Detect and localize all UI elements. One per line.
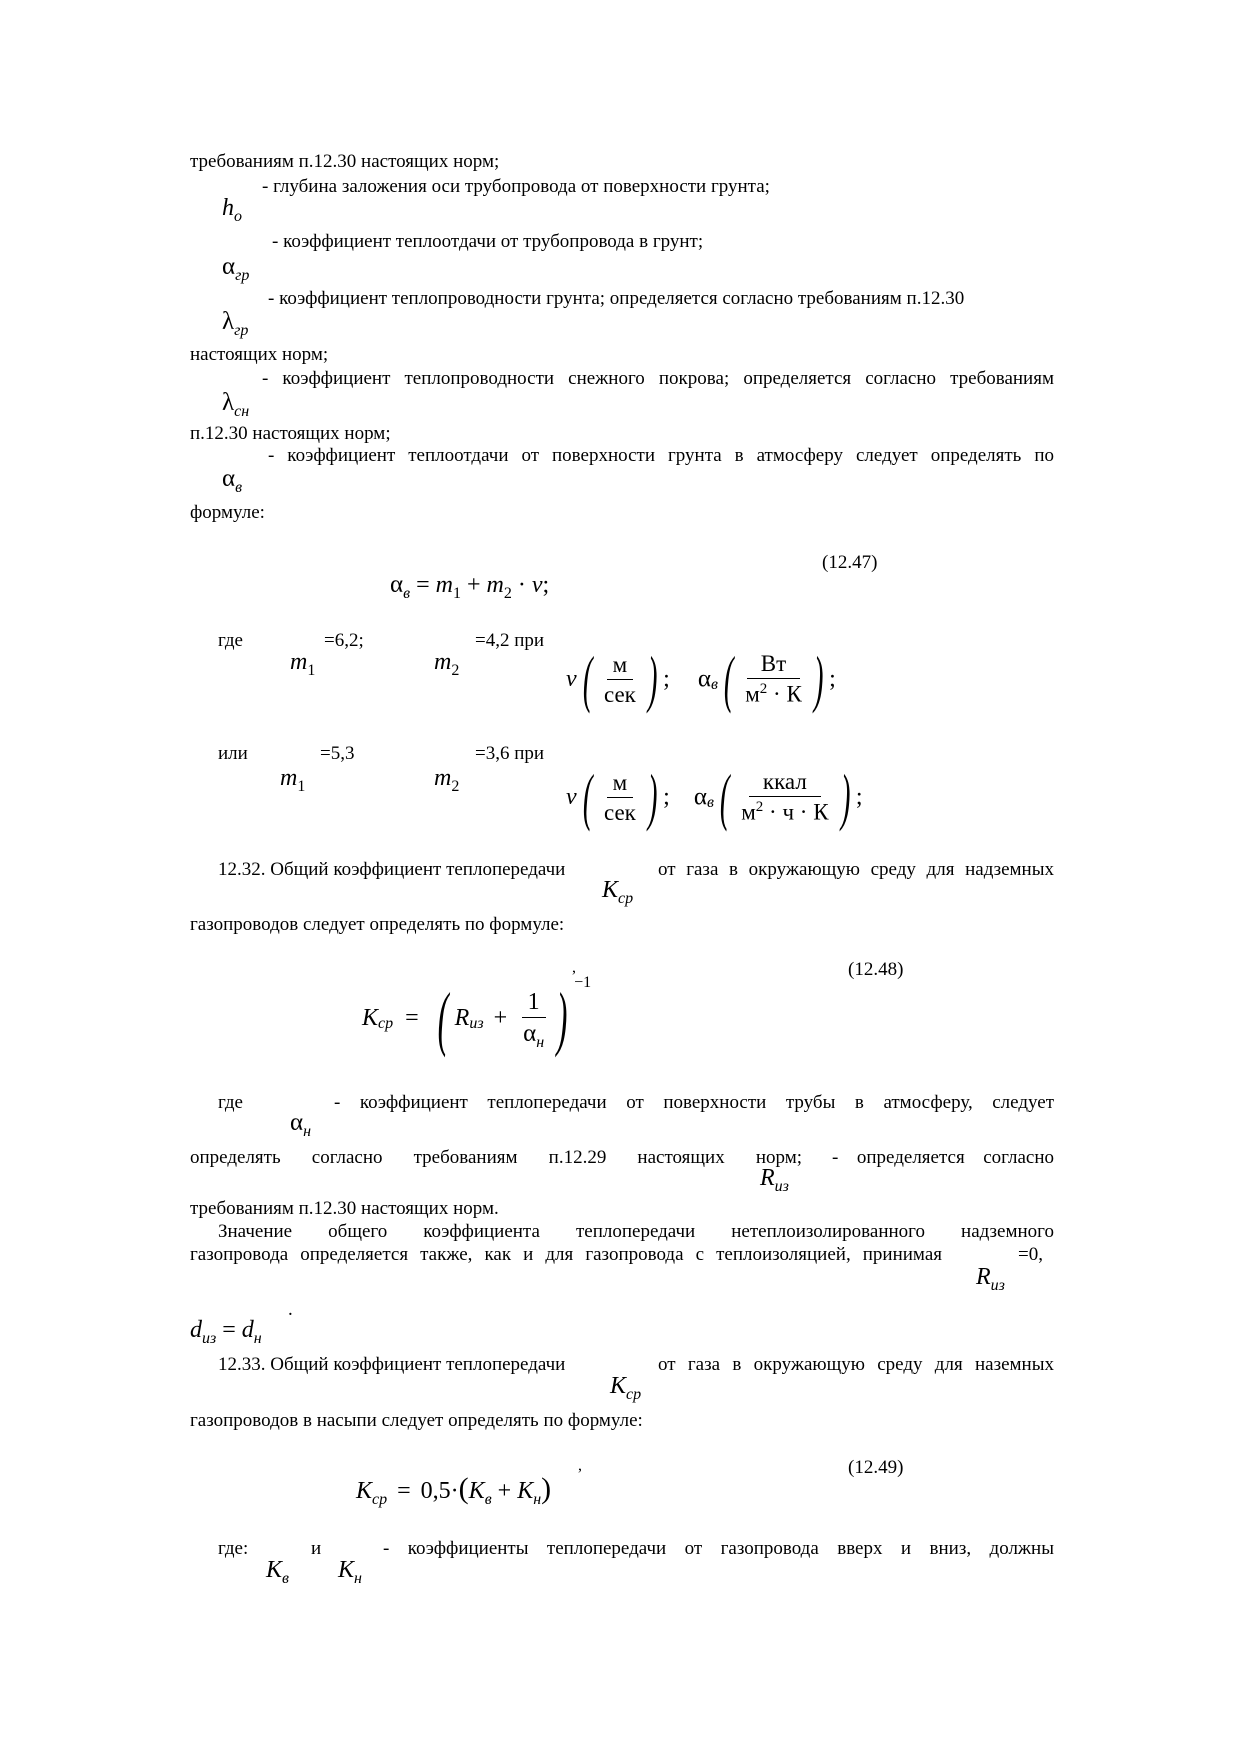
text-line-justified: - коэффициент теплоотдачи от поверхности грунта в атмосферу следует определять по bbox=[268, 445, 1054, 466]
formula-comma: , bbox=[572, 959, 576, 976]
text-value: =0, bbox=[1018, 1244, 1043, 1265]
text-line-justified: - определяется согласно bbox=[832, 1147, 1054, 1168]
formula-d-iz: $d_{из} = d_н$ bbox=[190, 1317, 262, 1347]
text-line: формуле: bbox=[190, 502, 265, 523]
text-line: настоящих норм; bbox=[190, 344, 329, 365]
text-line-justified: - коэффициенты теплопередачи от газопровода вверх и вниз, должны bbox=[383, 1538, 1054, 1559]
unit-formula-si: v( $\frac{м}{\text{сек}}$ ) ; $\alpha_в$( $\frac{Вт}{м^2 \cdot К}$ ) ; bbox=[566, 643, 836, 714]
equation-number: (12.48) bbox=[848, 959, 904, 980]
symbol-alpha-v: $\alpha_в$ bbox=[222, 465, 243, 496]
symbol-K-sr: $K_{ср}$ bbox=[610, 1373, 642, 1403]
value-m1: =5,3 bbox=[320, 743, 355, 764]
text-line-justified: от газа в окружающую среду для надземных bbox=[658, 859, 1054, 880]
value-m2: =4,2 при bbox=[475, 630, 545, 651]
symbol-m1: $m_1$ bbox=[280, 765, 306, 795]
equation-number: (12.47) bbox=[822, 552, 878, 573]
text-or: или bbox=[218, 743, 248, 764]
value-m1: =6,2; bbox=[324, 630, 364, 651]
symbol-m2: $m_2$ bbox=[434, 649, 460, 679]
text-line-justified: - коэффициент теплопроводности грунта; определяется согласно требованиям п.12.30 bbox=[268, 288, 965, 309]
symbol-K-v: $K_в$ bbox=[266, 1557, 289, 1587]
unit-formula-kcal: v( $\frac{м}{\text{сек}}$ ) ; $\alpha_в$( $\frac{\text{ккал}}{м^2 \cdot ч \cdot К}$ ) ; bbox=[566, 761, 863, 832]
text-line: - глубина заложения оси трубопровода от поверхности грунта; bbox=[262, 176, 770, 197]
symbol-alpha-n: $\alpha_н$ bbox=[290, 1109, 312, 1140]
text-line: п.12.30 настоящих норм; bbox=[190, 423, 391, 444]
text-line-justified: газопровода определяется также, как и для газопровода с теплоизоляцией, принимая bbox=[190, 1244, 942, 1265]
symbol-m2: $m_2$ bbox=[434, 765, 460, 795]
symbol-lambda-gr: $\lambda_{гр}$ bbox=[222, 308, 249, 339]
text-where: где bbox=[218, 630, 243, 651]
formula-12-47: $\alpha_в = m_1 + m_2 \cdot v$; bbox=[390, 571, 550, 602]
text-where: где: bbox=[218, 1538, 249, 1559]
text-line: - коэффициент теплоотдачи от трубопровода в грунт; bbox=[272, 231, 704, 252]
text-and: и bbox=[311, 1538, 322, 1559]
text-where: где bbox=[218, 1092, 243, 1113]
formula-12-48: $K_{ср}$ = ( $R_{из}$ + $\frac{1}{\alpha_н}$ ) $^{-1}$ bbox=[362, 973, 592, 1058]
text-line: газопроводов в насыпи следует определять по формуле: bbox=[190, 1410, 643, 1431]
equation-number: (12.49) bbox=[848, 1457, 904, 1478]
text-paragraph-start: 12.32. Общий коэффициент теплопередачи bbox=[218, 859, 566, 880]
text-dot: . bbox=[288, 1299, 293, 1320]
text-line-justified: Значение общего коэффициента теплопередачи нетеплоизолированного надземного bbox=[218, 1221, 1054, 1242]
symbol-m1: $m_1$ bbox=[290, 649, 316, 679]
symbol-lambda-sn: $\lambda_{сн}$ bbox=[222, 389, 250, 420]
symbol-R-iz: $R_{из}$ bbox=[976, 1264, 1005, 1294]
formula-comma: , bbox=[578, 1457, 582, 1474]
symbol-K-n: $K_н$ bbox=[338, 1557, 362, 1587]
text-line-justified: - коэффициент теплопроводности снежного покрова; определяется согласно требованиям bbox=[262, 368, 1054, 389]
symbol-R-iz: $R_{из}$ bbox=[760, 1165, 789, 1195]
text-line-justified: - коэффициент теплопередачи от поверхности трубы в атмосферу, следует bbox=[334, 1092, 1054, 1113]
symbol-h0: $h_o$ bbox=[222, 195, 242, 225]
text-line: газопроводов следует определять по формуле: bbox=[190, 914, 565, 935]
text-line: требованиям п.12.30 настоящих норм. bbox=[190, 1198, 499, 1219]
text-paragraph-start: 12.33. Общий коэффициент теплопередачи bbox=[218, 1354, 566, 1375]
value-m2: =3,6 при bbox=[475, 743, 545, 764]
text-line: требованиям п.12.30 настоящих норм; bbox=[190, 151, 500, 172]
text-line-justified: определять согласно требованиям п.12.29 настоящих норм; bbox=[190, 1147, 802, 1168]
formula-12-49: $K_{ср} = 0,5\cdot(K_в + K_н)$ bbox=[356, 1472, 552, 1508]
symbol-K-sr: $K_{ср}$ bbox=[602, 877, 634, 907]
text-line-justified: от газа в окружающую среду для наземных bbox=[658, 1354, 1054, 1375]
symbol-alpha-gr: $\alpha_{гр}$ bbox=[222, 253, 250, 284]
